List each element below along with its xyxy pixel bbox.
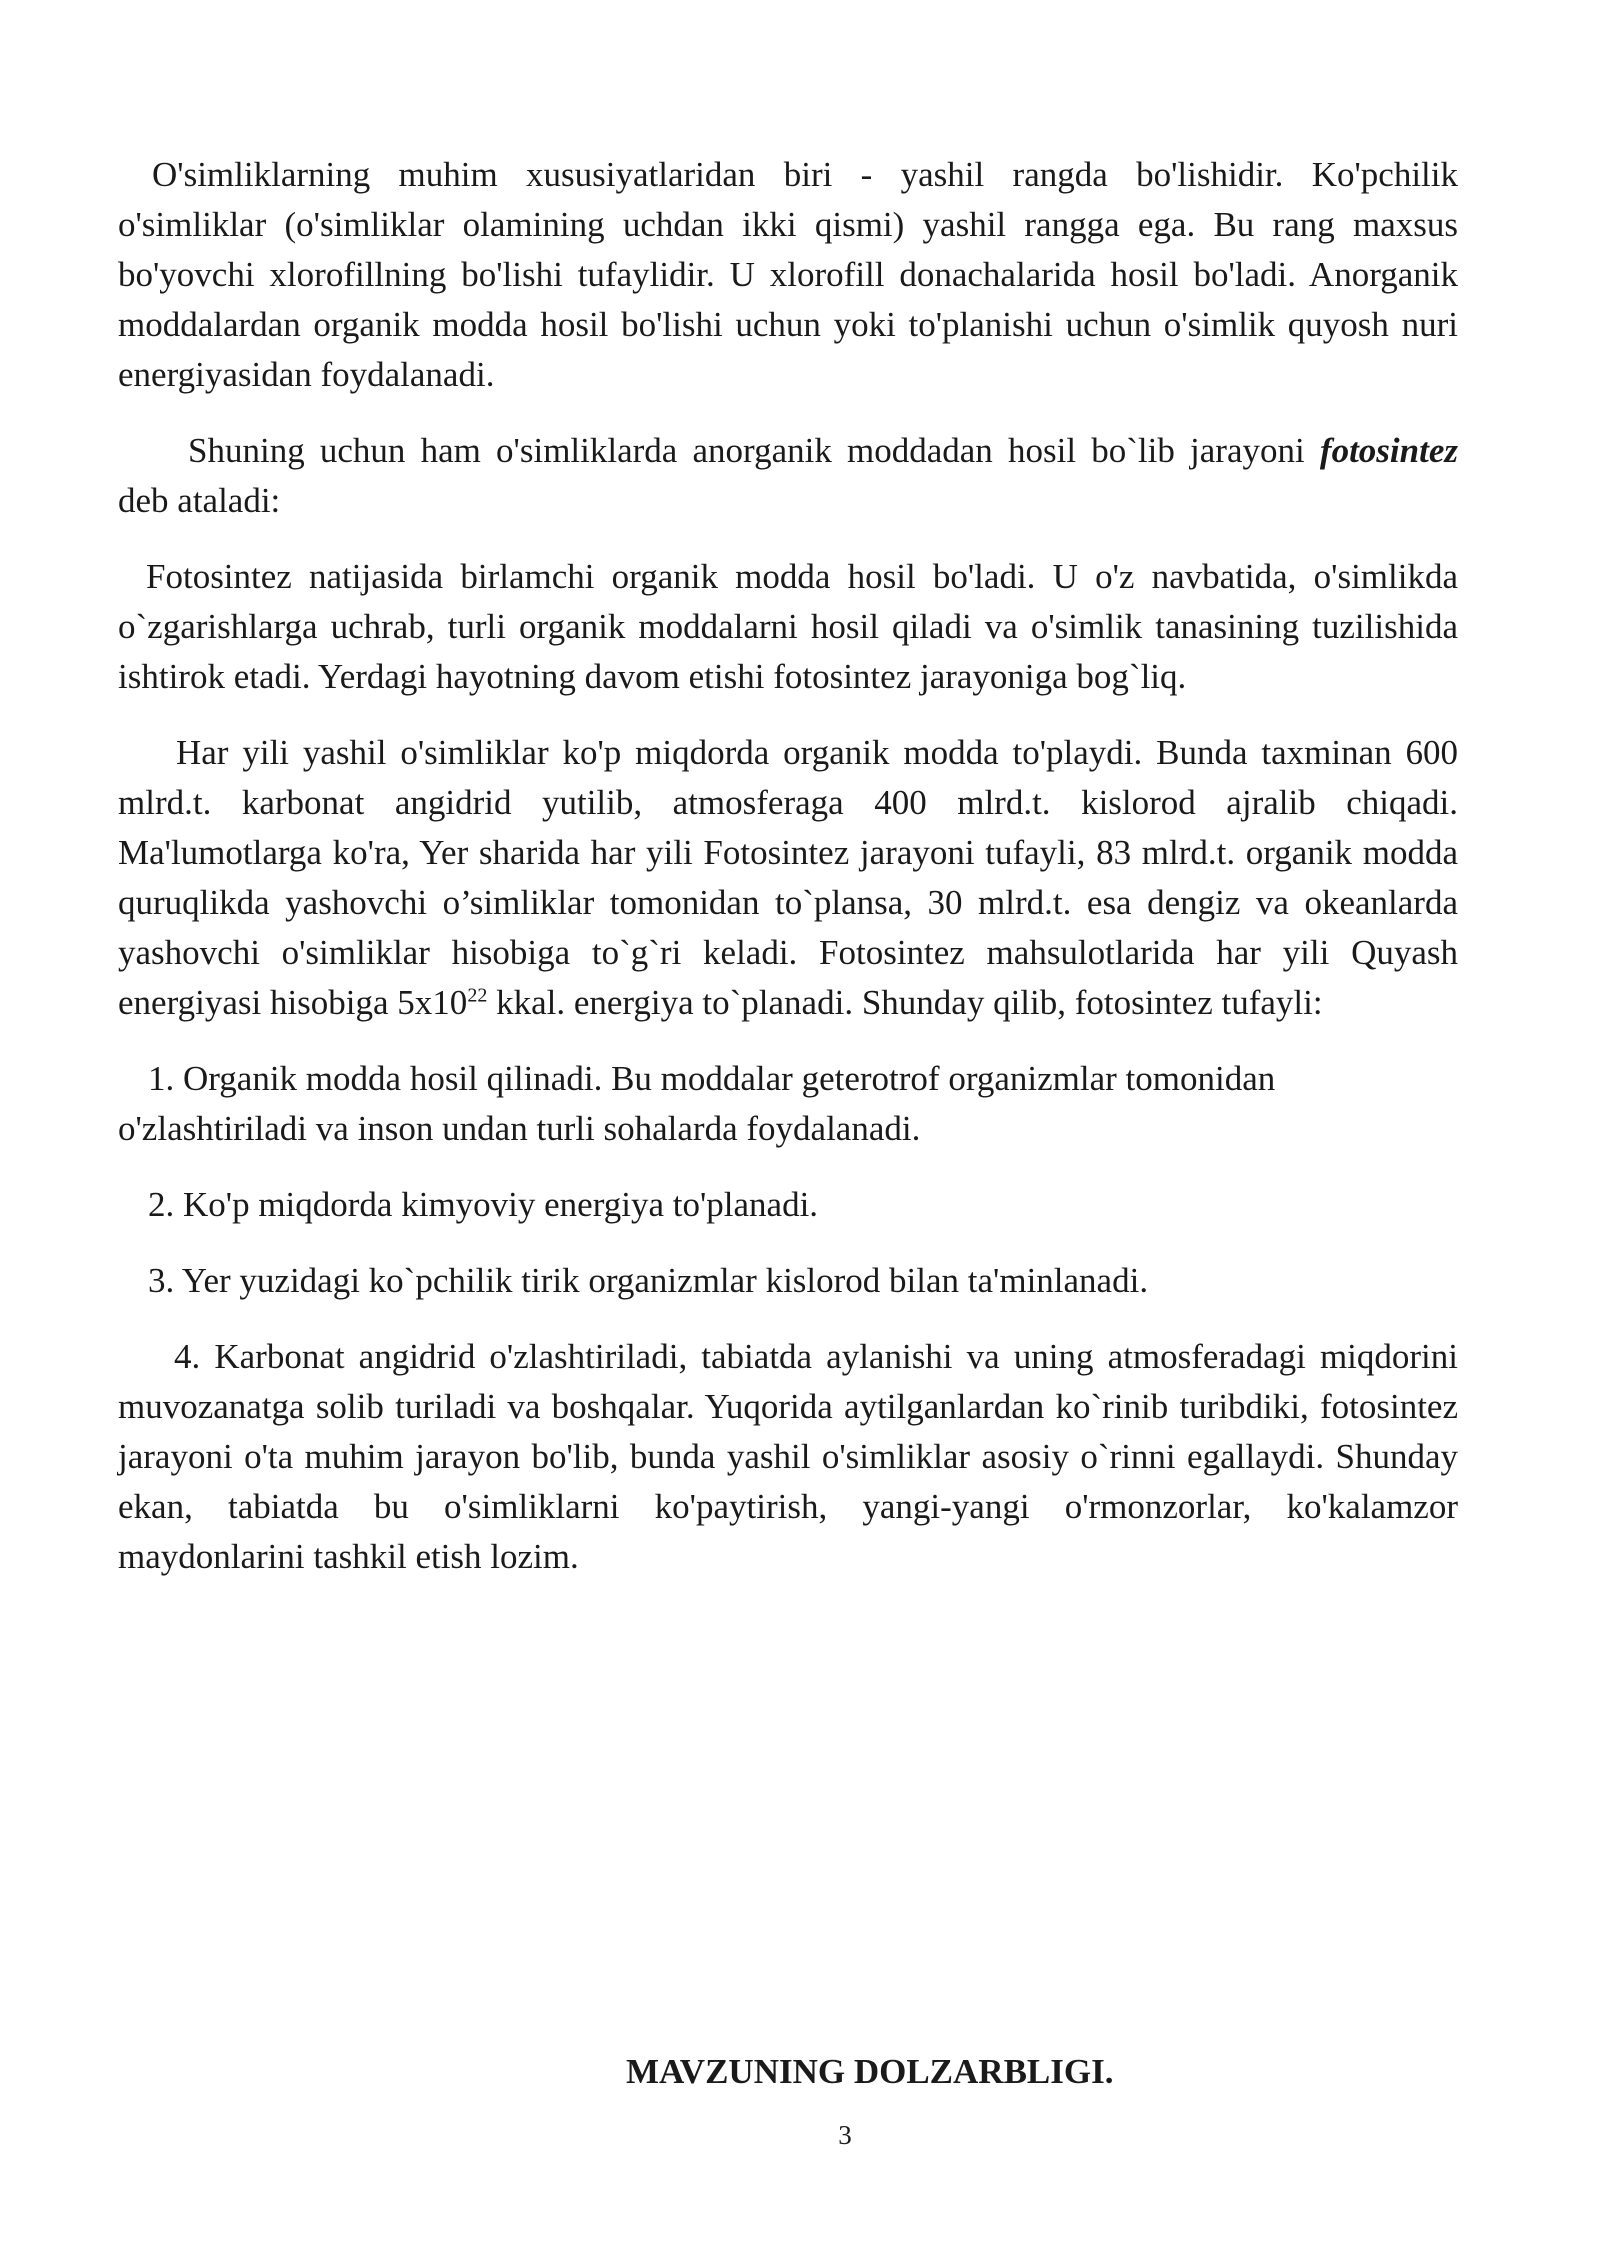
paragraph-photosynthesis-definition (118, 426, 1458, 526)
term-fotosintez: fotosintez (1319, 431, 1458, 470)
paragraph-chlorophyll-text: O'simliklarning muhim xususiyatlaridan biri - yashil rangda bo'lishidir. Ko'pchilik o'simliklar (o'simliklar olamining uchdan ikki qismi) yashil rangga ega. Bu rang maxsus bo'yovchi xlorofillning bo'lishi tufaylidir. U xlorofill donachalarida hosil bo'ladi. Anorganik moddalardan organik modda hosil bo'lishi uchun yoki to'planishi uchun o'simlik quyosh nuri energiyasidan foydalanadi. (118, 155, 1458, 394)
list-item-chemical-energy: 2. Ko'p miqdorda kimyoviy energiya to'planadi. (148, 1185, 819, 1224)
list-item-organic-matter: 1. Organik modda hosil qilinadi. Bu moddalar geterotrof organizmlar tomonidan o'zlashtiriladi va inson undan turli sohalarda foydalanadi. (118, 1059, 1276, 1148)
definition-text-after: deb ataladi: (118, 481, 281, 520)
statistics-text-before: Har yili yashil o'simliklar ko'p miqdorda organik modda to'playdi. Bunda taxminan 600 mlrd.t. karbonat angidrid yutilib, atmosferaga 400 mlrd.t. kislorod ajralib chiqadi. Ma'lumotlarga ko'ra, Yer sharida har yili Fotosintez jarayoni tufayli, 83 mlrd.t. organik modda quruqlikda yashovchi o’simliklar tomonidan to`plansa, 30 mlrd.t. esa dengiz va okeanlarda yashovchi o'simliklar hisobiga to`g`ri keladi. Fotosintez mahsulotlarida har yili Quyash energiyasi hisobiga 5x10 (118, 733, 1458, 1022)
exponent-superscript: 22 (467, 984, 488, 1007)
definition-text-before: Shuning uchun ham o'simliklarda anorganik moddadan hosil bo`lib jarayoni (188, 431, 1320, 470)
paragraph-chlorophyll (118, 150, 1458, 400)
list-item-oxygen: 3. Yer yuzidagi ko`pchilik tirik organizmlar kislorod bilan ta'minlanadi. (148, 1261, 1149, 1300)
paragraph-primary-organic-matter-text: Fotosintez natijasida birlamchi organik modda hosil bo'ladi. U o'z navbatida, o'simlikda o`zgarishlarga uchrab, turli organik moddalarni hosil qiladi va o'simlik tanasining tuzilishida ishtirok etadi. Yerdagi hayotning davom etishi fotosintez jarayoniga bog`liq. (118, 557, 1458, 696)
paragraph-primary-organic-matter (118, 552, 1458, 702)
list-item-carbon-dioxide: 4. Karbonat angidrid o'zlashtiriladi, tabiatda aylanishi va uning atmosferadagi miqdorini muvozanatga solib turiladi va boshqalar. Yuqorida aytilganlardan ko`rinib turibdiki, fotosintez jarayoni o'ta muhim jarayon bo'lib, bunda yashil o'simliklar asosiy o`rinni egallaydi. Shunday ekan, tabiatda bu o'simliklarni ko'paytirish, yangi-yangi o'rmonzorlar, ko'kalamzor maydonlarini tashkil etish lozim. (118, 1337, 1458, 1576)
statistics-text-after: kkal. energiya to`planadi. Shunday qilib, fotosintez tufayli: (487, 983, 1323, 1022)
page-number: 3 (838, 2120, 852, 2150)
paragraph-annual-statistics (118, 728, 1458, 1028)
section-heading: MAVZUNING DOLZARBLIGI. (626, 2052, 1114, 2091)
page-content (118, 150, 1458, 1608)
